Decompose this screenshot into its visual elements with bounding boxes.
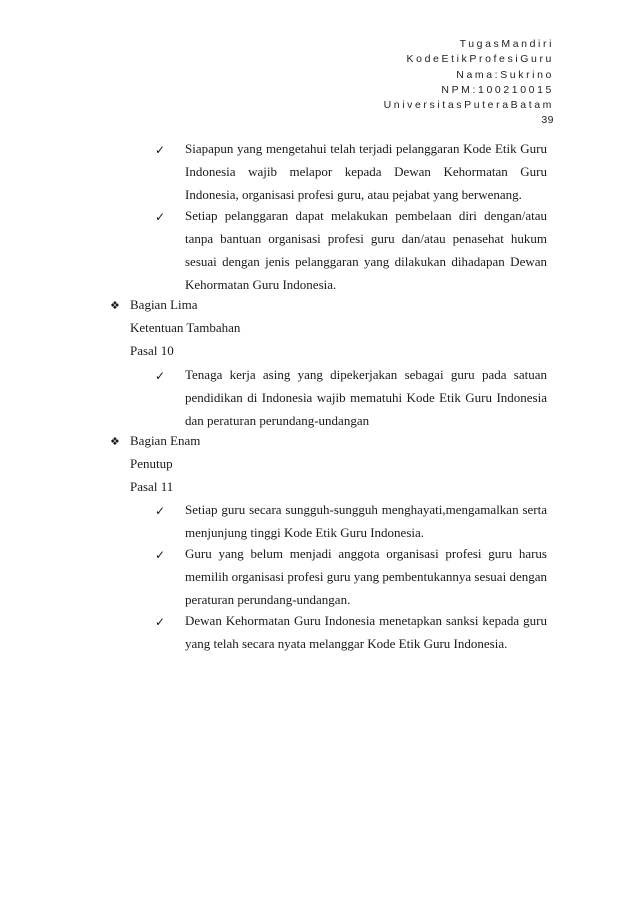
section-title-text: Bagian Enam bbox=[130, 433, 201, 448]
checkmark-icon: ✓ bbox=[155, 143, 166, 157]
diamond-bullet-icon: ❖ bbox=[110, 299, 120, 312]
list-item-line: pendidikan di Indonesia wajib mematuhi Kode Etik Guru Indonesia bbox=[185, 390, 547, 405]
pasal-heading: Pasal 10 bbox=[130, 343, 174, 358]
list-item-line: Siapapun yang mengetahui telah terjadi pelanggaran Kode Etik Guru bbox=[185, 141, 547, 156]
diamond-bullet-icon: ❖ bbox=[110, 435, 120, 448]
list-item-line: Setiap pelanggaran dapat melakukan pembelaan diri dengan/atau bbox=[185, 208, 547, 223]
header-line-npm: NPM:100210015 bbox=[441, 83, 554, 96]
header-line-name: Nama:Sukrino bbox=[456, 68, 554, 81]
list-item-line: Tenaga kerja asing yang dipekerjakan sebagai guru pada satuan bbox=[185, 367, 547, 382]
list-item-line: menjunjung tinggi Kode Etik Guru Indonesia. bbox=[185, 525, 425, 540]
page-number: 39 bbox=[541, 114, 554, 127]
list-item-line: Indonesia, organisasi profesi guru, atau pejabat yang berwenang. bbox=[185, 187, 522, 202]
pasal-heading: Pasal 11 bbox=[130, 479, 174, 494]
section-title-text: Bagian Lima bbox=[130, 297, 198, 312]
section-subtitle: Penutup bbox=[130, 456, 173, 471]
section-subtitle: Ketentuan Tambahan bbox=[130, 320, 241, 335]
section-title bbox=[110, 430, 200, 453]
list-item-line: dan peraturan perundang-undangan bbox=[185, 413, 370, 428]
list-item-line: Kehormatan Guru Indonesia. bbox=[185, 277, 337, 292]
checkmark-icon: ✓ bbox=[155, 369, 166, 383]
list-item-line: yang telah secara nyata melanggar Kode Etik Guru Indonesia. bbox=[185, 636, 508, 651]
list-item-line: Setiap guru secara sungguh-sungguh menghayati,mengamalkan serta bbox=[185, 502, 547, 517]
checkmark-icon: ✓ bbox=[155, 504, 166, 518]
list-item-line: memilih organisasi profesi guru yang pembentukannya sesuai dengan bbox=[185, 569, 547, 584]
list-item-line: Dewan Kehormatan Guru Indonesia menetapkan sanksi kepada guru bbox=[185, 613, 547, 628]
page-header bbox=[384, 37, 554, 129]
checkmark-icon: ✓ bbox=[155, 615, 166, 629]
list-item-line: peraturan perundang-undangan. bbox=[185, 592, 351, 607]
header-line-course: KodeEtikProfesiGuru bbox=[406, 53, 554, 66]
list-item-line: Indonesia wajib melapor kepada Dewan Kehormatan Guru bbox=[185, 164, 547, 179]
header-line-task: TugasMandiri bbox=[459, 38, 554, 50]
list-item-line: tanpa bantuan organisasi profesi guru dan/atau penasehat hukum bbox=[185, 231, 547, 246]
list-item-line: sesuai dengan jenis pelanggaran yang dilakukan dihadapan Dewan bbox=[185, 254, 547, 269]
header-line-university: UniversitasPuteraBatam bbox=[383, 99, 554, 112]
checkmark-icon: ✓ bbox=[155, 210, 166, 224]
list-item-line: Guru yang belum menjadi anggota organisasi profesi guru harus bbox=[185, 546, 547, 561]
section-title bbox=[110, 294, 198, 317]
checkmark-icon: ✓ bbox=[155, 548, 166, 562]
